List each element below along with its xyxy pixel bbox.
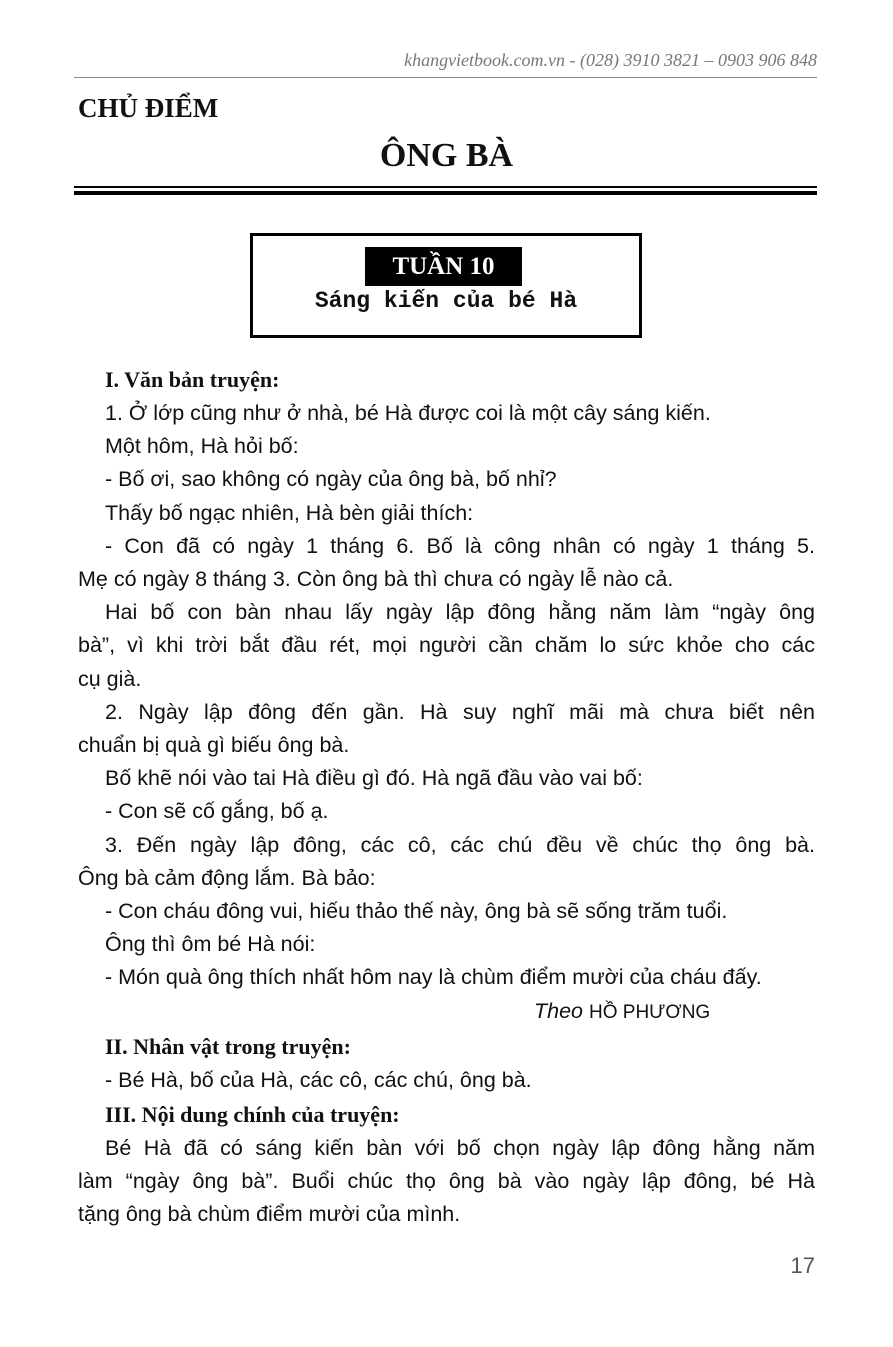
title-rule-thick <box>74 191 817 195</box>
section-heading: III. Nội dung chính của truyện: <box>105 1102 400 1128</box>
lesson-title: Sáng kiến của bé Hà <box>314 288 578 314</box>
paragraph-line: làm “ngày ông bà”. Buổi chúc thọ ông bà vào ngày lập đông, bé Hà <box>78 1169 815 1194</box>
paragraph-line: - Bé Hà, bố của Hà, các cô, các chú, ông bà. <box>105 1067 532 1092</box>
paragraph-line: - Món quà ông thích nhất hôm nay là chùm điểm mười của cháu đấy. <box>105 965 762 990</box>
paragraph-line: - Bố ơi, sao không có ngày của ông bà, bố nhỉ? <box>105 467 557 492</box>
story-content <box>78 362 815 1232</box>
paragraph-line: bà”, vì khi trời bắt đầu rét, mọi người cần chăm lo sức khỏe cho các <box>78 633 815 658</box>
page-number: 17 <box>790 1253 815 1278</box>
theme-label: CHỦ ĐIỂM <box>78 93 219 123</box>
theme-title: ÔNG BÀ <box>379 137 514 174</box>
paragraph-line: chuẩn bị quà gì biếu ông bà. <box>78 733 350 758</box>
source-author: HỒ PHƯƠNG <box>589 1001 711 1023</box>
paragraph-line: Mẹ có ngày 8 tháng 3. Còn ông bà thì chưa có ngày lễ nào cả. <box>78 567 674 592</box>
paragraph-line: Bố khẽ nói vào tai Hà điều gì đó. Hà ngã đầu vào vai bố: <box>105 766 643 791</box>
week-badge: TUẦN 10 <box>365 247 522 286</box>
title-rule-thin <box>74 186 817 188</box>
paragraph-line: cụ già. <box>78 666 142 691</box>
header-contact: khangvietbook.com.vn - (028) 3910 3821 – 0903 906 848 <box>404 50 817 70</box>
paragraph-line: 1. Ở lớp cũng như ở nhà, bé Hà được coi là một cây sáng kiến. <box>105 401 711 425</box>
paragraph-line: Ông thì ôm bé Hà nói: <box>105 932 316 957</box>
section-heading: I. Văn bản truyện: <box>105 367 280 392</box>
paragraph-line: - Con sẽ cố gắng, bố ạ. <box>105 799 329 824</box>
paragraph-line: - Con đã có ngày 1 tháng 6. Bố là công nhân có ngày 1 tháng 5. <box>105 533 815 558</box>
section-heading: II. Nhân vật trong truyện: <box>105 1033 351 1059</box>
paragraph-line: Bé Hà đã có sáng kiến bàn với bố chọn ngày lập đông hằng năm <box>105 1136 815 1161</box>
paragraph-line: Thấy bố ngạc nhiên, Hà bèn giải thích: <box>105 500 474 525</box>
paragraph-line: Một hôm, Hà hỏi bố: <box>105 434 299 459</box>
paragraph-line: Hai bố con bàn nhau lấy ngày lập đông hằng năm làm “ngày ông <box>105 600 815 625</box>
story-source <box>78 995 815 1029</box>
paragraph-line: tặng ông bà chùm điểm mười của mình. <box>78 1202 461 1227</box>
source-prefix: Theo <box>534 998 584 1023</box>
paragraph-line: 2. Ngày lập đông đến gần. Hà suy nghĩ mãi mà chưa biết nên <box>105 699 815 724</box>
paragraph-line: Ông bà cảm động lắm. Bà bảo: <box>78 865 376 890</box>
paragraph-line: - Con cháu đông vui, hiếu thảo thế này, ông bà sẽ sống trăm tuổi. <box>105 899 728 924</box>
paragraph-line: 3. Đến ngày lập đông, các cô, các chú đều về chúc thọ ông bà. <box>105 832 815 857</box>
header-divider <box>74 77 817 78</box>
